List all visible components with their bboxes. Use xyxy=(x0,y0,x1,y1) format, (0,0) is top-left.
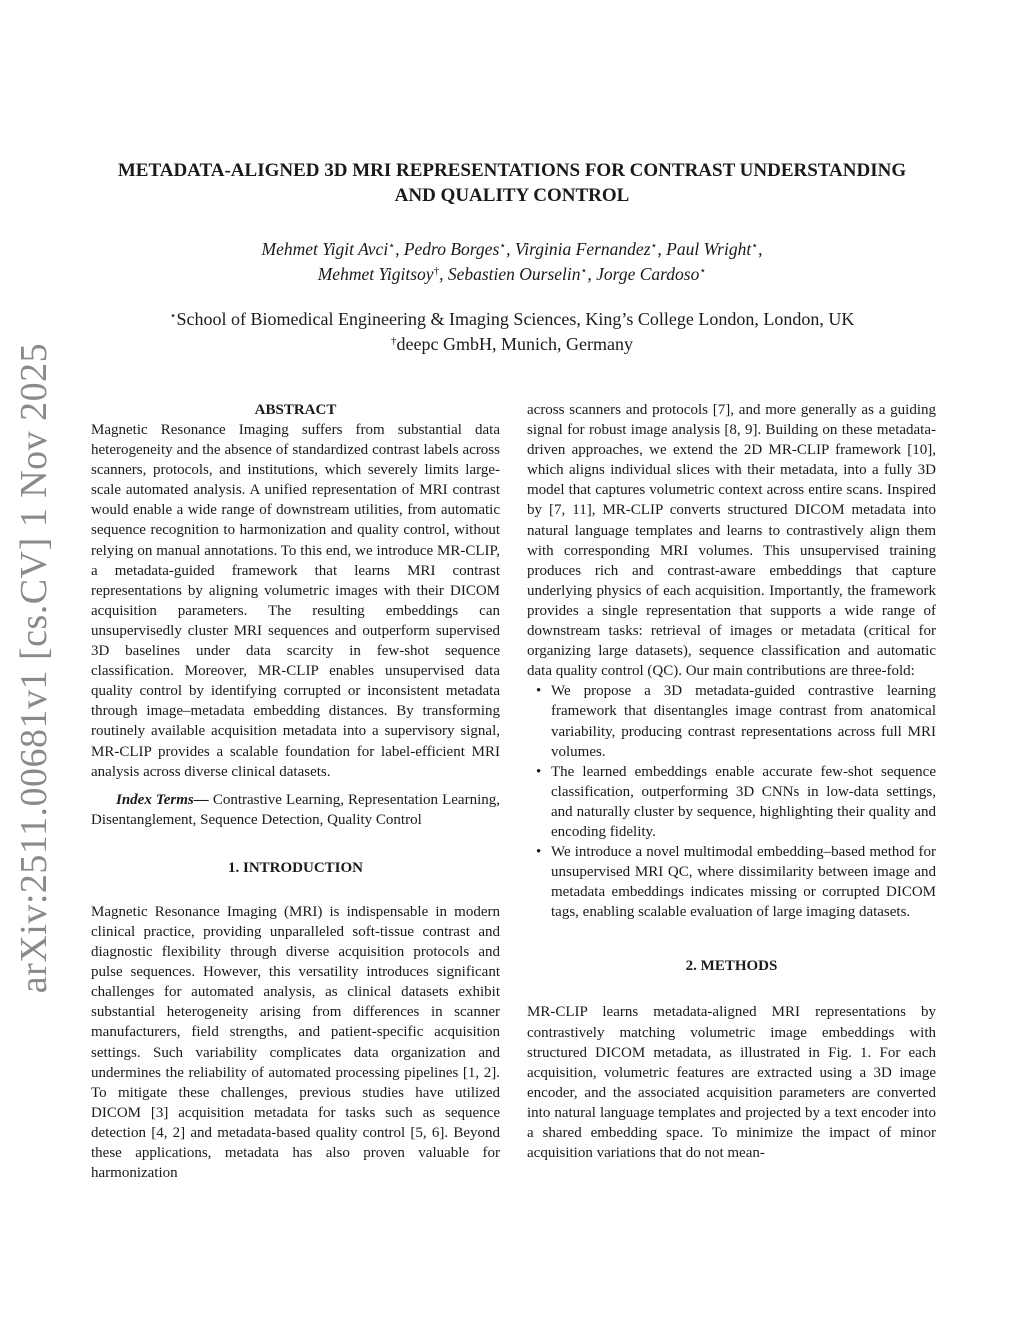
author-mark: ⋆ xyxy=(388,240,396,252)
index-terms-text: Contrastive Learning, Representation Learning, Disentanglement, Sequence Detection, Quality Control xyxy=(91,791,500,828)
arxiv-side-stamp xyxy=(3,342,65,994)
introduction-text-left: Magnetic Resonance Imaging (MRI) is indispensable in modern clinical practice, providing unparalleled soft-tissue contrast and diagnostic flexibility through diverse acquisition protocols and pulse sequences. However, this versatility introduces significant challenges for automated analysis, as clinical datasets exhibit substantial heterogeneity arising from differences in scanner manufacturers, field strengths, and patient-specific acquisition settings. Such variability complicates data organization and undermines the reliability of automated processing pipelines [1, 2]. To mitigate these challenges, previous studies have utilized DICOM [3] acquisition metadata for tasks such as sequence detection [4, 2] and metadata-based quality control [5, 6]. Beyond these applications, metadata has also proven valuable for harmonization xyxy=(91,903,500,1182)
index-terms-label: Index Terms— xyxy=(116,791,209,808)
methods-text: MR-CLIP learns metadata-aligned MRI representations by contrastively matching volumetric image embeddings with structured DICOM metadata, as illustrated in Fig. 1. For each acquisition, volumetric features are extracted using a 3D image encoder, and the associated acquisition parameters are converted into natural language templates and projected by a text encoder into a shared embedding space. To minimize the impact of minor acquisition variations that do not mean- xyxy=(527,1004,936,1162)
author-mark: ⋆ xyxy=(499,240,507,252)
author-mark: † xyxy=(433,265,440,277)
author-list xyxy=(92,237,932,287)
bullet-icon: • xyxy=(536,763,542,780)
contributions-list xyxy=(527,681,936,922)
bullet-icon: • xyxy=(536,844,542,861)
affiliation-mark: † xyxy=(391,335,397,347)
author-mark: ⋆ xyxy=(650,240,658,252)
list-item xyxy=(527,762,936,842)
author-name: Jorge Cardoso xyxy=(596,264,700,284)
author-name: Sebastien Ourselin xyxy=(447,264,581,284)
list-item xyxy=(527,842,936,922)
contribution-text: The learned embeddings enable accurate few-shot sequence classification, outperforming 3D CNNs in low-data settings, and naturally cluster by sequence, highlighting their quality and encoding fidelity. xyxy=(551,763,936,840)
affiliations xyxy=(92,307,932,357)
author-name: Mehmet Yigit Avci xyxy=(261,239,389,259)
affiliation-mark: ⋆ xyxy=(169,310,177,322)
author-name: Pedro Borges xyxy=(403,239,500,259)
affiliation-line xyxy=(92,307,932,332)
author-mark: ⋆ xyxy=(751,240,759,252)
bullet-icon: • xyxy=(536,683,542,700)
list-item xyxy=(527,681,936,761)
title-line-2: AND QUALITY CONTROL xyxy=(394,185,630,206)
introduction-heading: 1. INTRODUCTION xyxy=(227,859,363,876)
author-mark: ⋆ xyxy=(580,265,588,277)
right-column xyxy=(527,400,936,1163)
affiliation-text: School of Biomedical Engineering & Imaging Sciences, King’s College London, London, UK xyxy=(176,309,855,329)
author-name: Paul Wright xyxy=(666,239,752,259)
introduction-text-right: across scanners and protocols [7], and more generally as a guiding signal for robust image analysis [8, 9]. Building on these metadata-driven approaches, we extend the 2D MR-CLIP framework [10], which aligns individual slices with their metadata, into a fully 3D model that captures volumetric context across entire scans. Inspired by [7, 11], MR-CLIP converts structured DICOM metadata into natural language templates and learns to contrastively align them with corresponding MRI volumes. This unsupervised training produces rich and contrast-aware embeddings that capture underlying physics of each acquisition. Importantly, the framework provides a single representation that supports a wide range of downstream tasks: retrieval of images or metadata (critical for organizing large datasets), sequence classification and automatic data quality control (QC). Our main contributions are three-fold: xyxy=(527,402,936,680)
title-line-1: METADATA-ALIGNED 3D MRI REPRESENTATIONS FOR CONTRAST UNDERSTANDING xyxy=(117,160,907,181)
contribution-text: We propose a 3D metadata-guided contrastive learning framework that disentangles image contrast from anatomical variability, producing contrast representations across full MRI volumes. xyxy=(551,683,936,760)
methods-heading: 2. METHODS xyxy=(685,958,778,975)
abstract-text: Magnetic Resonance Imaging suffers from substantial data heterogeneity and the absence of standardized contrast labels across scanners, protocols, and institutions, which severely limits large-scale automated analysis. A unified representation of MRI contrast would enable a wide range of downstream utilities, from automatic sequence recognition to harmonization and quality control, without relying on manual annotations. To this end, we introduce MR-CLIP, a metadata-guided framework that learns MRI contrast representations by aligning volumetric images with their DICOM acquisition parameters. The resulting embeddings can unsupervisedly cluster MRI sequences and outperform supervised 3D baselines under data scarcity in few-shot sequence classification. Moreover, MR-CLIP enables unsupervised data quality control by identifying corrupted or inconsistent metadata through image–metadata embedding distances. By transforming routinely available acquisition metadata into a supervisory signal, MR-CLIP provides a scalable foundation for label-efficient MRI analysis across diverse clinical datasets. xyxy=(91,422,500,780)
author-line-2: Mehmet Yigitsoy†, Sebastien Ourselin⋆, Jorge Cardoso⋆ xyxy=(317,264,707,284)
affiliation-line xyxy=(92,332,932,357)
index-terms xyxy=(91,790,500,830)
paper-title xyxy=(92,158,932,208)
left-column xyxy=(91,400,500,1183)
author-line-1: Mehmet Yigit Avci⋆, Pedro Borges⋆, Virginia Fernandez⋆, Paul Wright⋆, xyxy=(261,239,763,259)
author-name: Mehmet Yigitsoy xyxy=(317,264,434,284)
author-mark: ⋆ xyxy=(699,265,707,277)
author-name: Virginia Fernandez xyxy=(514,239,651,259)
contribution-text: We introduce a novel multimodal embedding–based method for unsupervised MRI QC, where dissimilarity between image and metadata embeddings indicates missing or corrupted DICOM tags, enabling scalable evaluation of large imaging datasets. xyxy=(551,844,936,921)
abstract-heading: ABSTRACT xyxy=(254,402,337,418)
affiliation-text: deepc GmbH, Munich, Germany xyxy=(396,334,633,354)
arxiv-identifier: arXiv:2511.00681v1 [cs.CV] 1 Nov 2025 xyxy=(13,342,55,994)
